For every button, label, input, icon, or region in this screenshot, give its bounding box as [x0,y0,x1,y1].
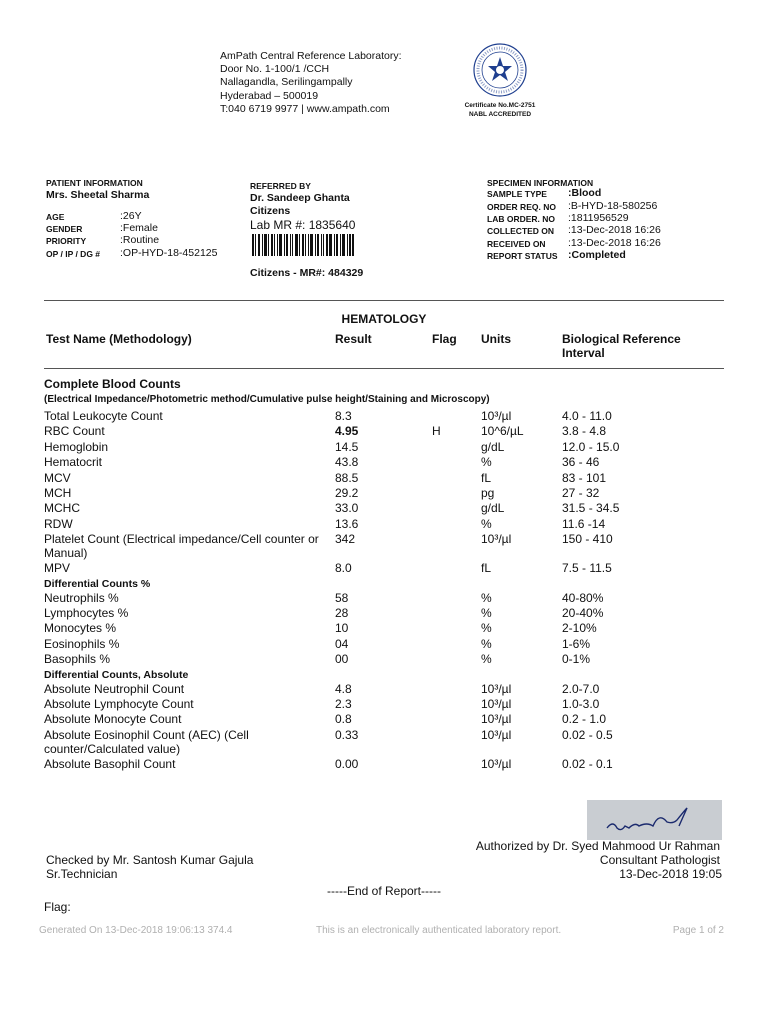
test-unit: 10³/µl [481,409,512,423]
test-name: MCV [44,470,71,485]
table-row [0,517,768,532]
test-unit: pg [481,486,495,500]
test-reference: 4.0 - 11.0 [562,409,612,423]
test-name: Basophils % [44,652,111,667]
generated-on: Generated On 13-Dec-2018 19:06:13 374.4 [39,925,233,936]
barcode-icon [252,234,354,256]
checked-by: Checked by Mr. Santosh Kumar Gajula [46,853,254,867]
table-row [0,727,768,756]
test-result: 33.0 [335,501,359,516]
col-result: Result [335,332,372,346]
test-result: 8.0 [335,561,352,576]
section-heading [0,668,768,683]
authorized-by: Authorized by Dr. Syed Mahmood Ur Rahman [475,839,720,853]
table-row [0,637,768,652]
test-unit: 10³/µl [481,681,512,696]
table-row [0,682,768,697]
table-row [0,621,768,636]
table-row [0,424,768,439]
department-title: HEMATOLOGY [341,312,427,326]
test-result: 2.3 [335,697,352,711]
test-result: 88.5 [335,470,359,485]
test-name-continued: Manual) [44,546,88,561]
table-row [0,501,768,516]
test-unit: 10³/µl [481,727,512,742]
test-result: 29.2 [335,486,359,500]
section-heading-label: Differential Counts % [44,577,151,590]
test-reference: 83 - 101 [562,470,607,485]
test-reference: 2.0-7.0 [562,681,600,696]
lab-name: AmPath Central Reference Laboratory: [220,50,402,62]
col-test-name: Test Name (Methodology) [46,332,192,346]
test-name-continued: counter/Calculated value) [44,741,181,756]
certificate-number: Certificate No.MC-2751 [464,102,536,109]
nabl-seal-icon [472,42,528,98]
test-result: 00 [335,652,349,667]
field-value: :Female [120,222,158,234]
field-label: LAB ORDER. NO [487,214,555,224]
field-label: REPORT STATUS [487,251,558,261]
test-reference: 1.0-3.0 [562,697,600,711]
field-label: OP / IP / DG # [46,249,101,259]
test-name: Neutrophils % [44,590,119,605]
test-result: 8.3 [335,409,352,423]
table-row [0,757,768,772]
test-result: 0.00 [335,756,359,771]
col-flag: Flag [432,332,457,346]
test-name: Absolute Basophil Count [44,756,176,771]
test-unit: 10³/µl [481,712,512,727]
test-name: Absolute Eosinophil Count (AEC) (Cell [44,727,249,742]
field-value: :1811956529 [568,212,629,224]
table-row [0,712,768,727]
test-reference: 150 - 410 [562,532,613,547]
test-unit: 10³/µl [481,532,512,547]
table-row [0,697,768,712]
field-label: ORDER REQ. NO [487,202,556,212]
patient-name: Mrs. Sheetal Sharma [46,189,150,201]
test-unit: g/dL [481,501,505,516]
specimen-section-label: SPECIMEN INFORMATION [487,178,594,188]
table-row [0,561,768,576]
test-name: Absolute Lymphocyte Count [44,697,194,711]
field-label: SAMPLE TYPE [487,189,547,199]
certificate-block [450,101,550,119]
test-name: Absolute Monocyte Count [44,712,182,727]
test-result: 4.8 [335,681,352,696]
field-label: AGE [46,212,65,222]
test-unit: % [481,606,492,620]
test-unit: % [481,621,492,636]
test-unit: fL [481,470,492,485]
field-value: :OP-HYD-18-452125 [120,247,218,259]
test-name: Hematocrit [44,455,103,470]
test-name: Hemoglobin [44,439,109,454]
table-row [0,532,768,561]
address-line: Nallagandla, Serilingampally [220,76,353,89]
test-unit: % [481,636,492,651]
test-reference: 1-6% [562,636,591,651]
test-name: RBC Count [44,424,105,439]
table-row [0,486,768,501]
test-reference: 27 - 32 [562,486,600,500]
page-number: Page 1 of 2 [672,925,724,936]
test-name: Total Leukocyte Count [44,409,163,423]
signature-stamp [587,800,722,840]
auth-note: This is an electronically authenticated laboratory report. [316,925,562,936]
field-label: PRIORITY [46,236,87,246]
test-unit: fL [481,561,492,576]
table-row [0,591,768,606]
test-reference: 11.6 -14 [562,516,606,531]
table-row [0,471,768,486]
flag-label: Flag: [44,900,71,914]
methodology: (Electrical Impedance/Photometric method/Cumulative pulse height/Staining and Microscopy) [44,394,490,405]
section-divider [44,300,724,301]
test-result: 14.5 [335,439,359,454]
test-result: 28 [335,606,349,620]
field-label: COLLECTED ON [487,226,555,236]
test-unit: 10³/µl [481,756,512,771]
test-result: 58 [335,590,349,605]
test-result: 0.33 [335,727,359,742]
test-reference: 12.0 - 15.0 [562,439,620,454]
table-row [0,409,768,424]
pathologist-title: Consultant Pathologist [599,853,720,867]
field-value: :26Y [120,210,142,222]
table-row [0,606,768,621]
test-reference: 7.5 - 11.5 [562,561,612,576]
test-result: 0.8 [335,712,352,727]
test-reference: 36 - 46 [562,455,600,470]
test-reference: 0.02 - 0.1 [562,756,613,771]
test-unit: 10^6/µL [481,424,524,439]
referral-section-label: REFERRED BY [250,181,311,191]
referring-doctor: Dr. Sandeep Ghanta [250,192,350,204]
test-result: 04 [335,636,349,651]
field-value: :Blood [568,187,602,199]
technician-title: Sr.Technician [46,867,118,881]
col-reference-line: Interval [562,346,605,360]
lab-address [220,50,402,116]
test-reference: 0-1% [562,652,591,667]
test-unit: g/dL [481,439,505,454]
test-name: MPV [44,561,71,576]
accreditation: NABL ACCREDITED [468,111,532,118]
table-row [0,455,768,470]
test-unit: % [481,652,492,667]
test-name: Monocytes % [44,621,117,636]
field-value: :13-Dec-2018 16:26 [568,224,661,236]
test-unit: % [481,516,492,531]
test-name: MCH [44,486,72,500]
test-reference: 2-10% [562,621,597,636]
test-reference: 3.8 - 4.8 [562,424,607,439]
citizens-mr-number: Citizens - MR#: 484329 [250,267,364,279]
end-of-report: -----End of Report----- [326,884,441,898]
test-name: RDW [44,516,73,531]
col-units: Units [481,332,511,346]
test-unit: % [481,590,492,605]
table-row [0,440,768,455]
test-name: Eosinophils % [44,636,120,651]
panel-title: Complete Blood Counts [44,377,181,391]
test-result: 43.8 [335,455,359,470]
patient-section-label: PATIENT INFORMATION [46,178,143,188]
lab-contact: T:040 6719 9977 | www.ampath.com [220,102,390,115]
test-result: 10 [335,621,349,636]
test-name: MCHC [44,501,80,516]
test-unit: % [481,455,492,470]
col-reference-line: Biological Reference [562,332,681,346]
field-label: GENDER [46,224,83,234]
test-result: 4.95 [335,424,359,439]
header-divider [44,368,724,369]
field-value: :Routine [120,234,160,246]
test-result: 342 [335,532,356,547]
test-flag: H [432,424,441,439]
field-value: :Completed [568,249,626,261]
test-reference: 20-40% [562,606,604,620]
test-unit: 10³/µl [481,697,512,711]
col-reference [562,332,681,360]
test-reference: 0.02 - 0.5 [562,727,613,742]
referring-org: Citizens [250,205,291,217]
test-reference: 0.2 - 1.0 [562,712,607,727]
field-value: :13-Dec-2018 16:26 [568,237,661,249]
field-value: :B-HYD-18-580256 [568,200,658,212]
section-heading [0,577,768,592]
lab-mr-number: Lab MR #: 1835640 [250,218,356,232]
test-reference: 31.5 - 34.5 [562,501,620,516]
section-heading-label: Differential Counts, Absolute [44,668,189,681]
test-name: Lymphocytes % [44,606,129,620]
signoff-date: 13-Dec-2018 19:05 [619,867,722,881]
test-name: Absolute Neutrophil Count [44,681,185,696]
field-label: RECEIVED ON [487,239,546,249]
test-reference: 40-80% [562,590,604,605]
address-line: Hyderabad – 500019 [220,89,319,102]
test-result: 13.6 [335,516,359,531]
test-name: Platelet Count (Electrical impedance/Cell counter or [44,532,319,547]
table-row [0,652,768,667]
address-line: Door No. 1-100/1 /CCH [220,63,330,76]
